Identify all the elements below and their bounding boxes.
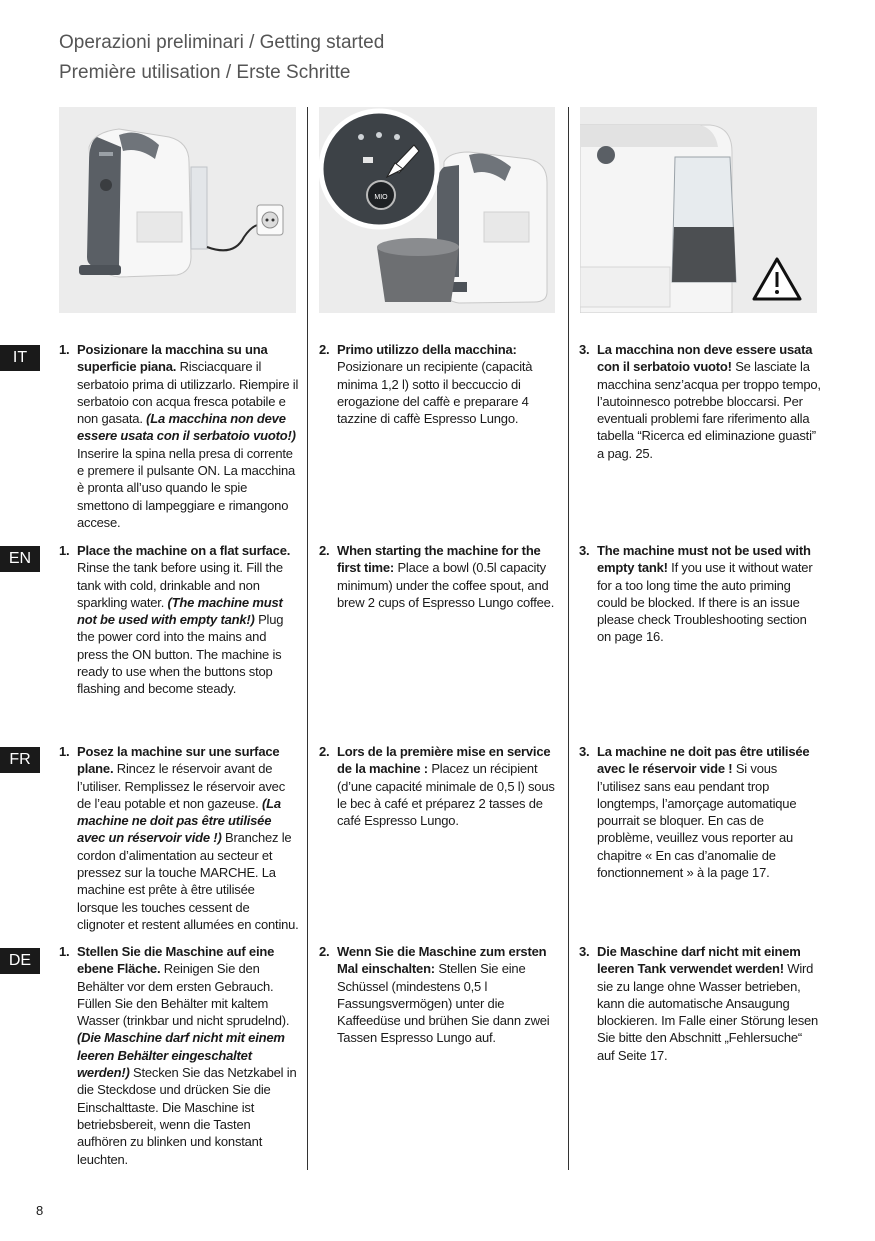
step-en-2: [319, 542, 559, 611]
step-heading: Die Maschine darf nicht mit einem leeren Tank verwendet werden!: [597, 944, 801, 977]
step-warning: (La machine ne doit pas être utilisée avec un réservoir vide !): [77, 795, 281, 846]
step-number: 1.: [59, 543, 70, 558]
step-heading: Lors de la première mise en service de la machine :: [337, 744, 551, 777]
step-it-2: [319, 341, 559, 427]
step-number: 1.: [59, 342, 70, 357]
step-en-1: [59, 542, 299, 698]
step-number: 1.: [59, 744, 70, 759]
step-fr-2: [319, 743, 559, 829]
step-heading: Place the machine on a flat surface.: [77, 543, 291, 558]
step-number: 3.: [579, 944, 590, 959]
step-text: Si vous l’utilisez sans eau pendant trop longtemps, l’amorçage automatique pourrait se bloquer. En cas de problème, veuillez vous reporter au chapitre « En cas d’anomalie de fonctionnement » à la page 17.: [597, 761, 797, 881]
coffee-machine-with-bowl-icon: [319, 107, 555, 313]
step-heading: Wenn Sie die Maschine zum ersten Mal einschalten:: [337, 944, 547, 977]
step-number: 2.: [319, 944, 330, 959]
step-number: 3.: [579, 342, 590, 357]
step-heading: When starting the machine for the first time:: [337, 543, 541, 576]
page-title-line-2: Première utilisation / Erste Schritte: [59, 62, 351, 83]
step-number: 3.: [579, 744, 590, 759]
fig2-badge-text: MIO: [374, 194, 388, 201]
step-en-3: [579, 542, 821, 646]
step-number: 2.: [319, 744, 330, 759]
figure-empty-tank-warning: [580, 107, 817, 313]
step-text: Inserire la spina nella presa di corrente e premere il pulsante ON. La macchina è pronta all’uso quando le spie smettono di lampeggiare e rimangono accese.: [77, 445, 296, 530]
step-de-1: [59, 943, 299, 1168]
step-fr-3: [579, 743, 821, 881]
coffee-machine-with-plug-icon: [59, 107, 296, 313]
step-text: Risciacquare il serbatoio prima di utilizzarlo. Riempire il serbatoio con acqua fresca potabile e non gasata.: [77, 359, 299, 427]
step-text: Stecken Sie das Netzkabel in die Steckdose und drücken Sie die Einschalttaste. Die Maschine ist betriebsbereit, wenn die Tasten aufhören zu blinken und konstant leuchten.: [77, 1065, 297, 1167]
step-de-3: [579, 943, 821, 1064]
step-heading: Posizionare la macchina su una superficie piana.: [77, 342, 268, 375]
step-warning: (La macchina non deve essere usata con il serbatoio vuoto!): [77, 411, 296, 444]
step-number: 2.: [319, 543, 330, 558]
step-heading: Posez la machine sur une surface plane.: [77, 744, 280, 777]
step-it-1: [59, 341, 299, 531]
step-fr-1: [59, 743, 299, 933]
step-text: Stellen Sie eine Schüssel (mindestens 0,5 l Fassungsvermögen) unter die Kaffeedüse und brühen Sie dann zwei Tassen Espresso Lungo auf.: [337, 961, 550, 1046]
page-number: 8: [36, 1203, 44, 1218]
language-tab-en: EN: [0, 546, 40, 572]
step-text: Posizionare un recipiente (capacità minima 1,2 l) sotto il beccuccio di erogazione del caffè e preparare 4 tazzine di caffè Espresso Lungo.: [337, 359, 533, 427]
language-tab-de: DE: [0, 948, 40, 974]
step-text: If you use it without water for a too long time the auto priming could be blocked. If there is an issue please check Troubleshooting section on page 16.: [597, 560, 813, 645]
water-tank-warning-icon: [580, 107, 817, 313]
figure-machine-plug: [59, 107, 296, 313]
figure-first-use-bowl: [319, 107, 555, 313]
step-heading: Primo utilizzo della macchina:: [337, 342, 517, 357]
column-divider-1: [307, 107, 308, 1170]
step-text: Se lasciate la macchina senz’acqua per troppo tempo, l’autoinnesco potrebbe bloccarsi. Per eventuali problemi fare riferimento alla tabella “Ricerca ed eliminazione guasti” a pag. 25.: [597, 359, 821, 461]
step-warning: (The machine must not be used with empty tank!): [77, 594, 283, 628]
step-text: Branchez le cordon d’alimentation au secteur et pressez sur la touche MARCHE. La machine est prête à être utilisée lorsque les touches cessent de clignoter et restent allumées en continu.: [77, 830, 299, 932]
step-heading: La machine ne doit pas être utilisée avec le réservoir vide !: [597, 744, 810, 777]
step-it-3: [579, 341, 821, 462]
step-number: 3.: [579, 543, 590, 558]
step-number: 1.: [59, 944, 70, 959]
step-text: Rinse the tank before using it. Fill the tank with cold, drinkable and non sparkling water.: [77, 560, 283, 610]
step-heading: Stellen Sie die Maschine auf eine ebene Fläche.: [77, 944, 275, 977]
step-de-2: [319, 943, 559, 1047]
step-heading: La macchina non deve essere usata con il serbatoio vuoto!: [597, 342, 813, 375]
step-text: Rincez le réservoir avant de l’utiliser. Remplissez le réservoir avec de l’eau potable et non gazeuse.: [77, 761, 286, 811]
step-number: 2.: [319, 342, 330, 357]
step-text: Reinigen Sie den Behälter vor dem ersten Gebrauch. Füllen Sie den Behälter mit kaltem Wasser (trinkbar und nicht sprudelnd).: [77, 961, 290, 1029]
language-tab-fr: FR: [0, 747, 40, 773]
step-text: Wird sie zu lange ohne Wasser betrieben, kann die automatische Ansaugung blockieren. Im Falle einer Störung lesen Sie bitte den Abschnitt „Fehlersuche“ auf Seite 17.: [597, 961, 819, 1063]
step-heading: The machine must not be used with empty tank!: [597, 543, 811, 576]
step-warning: (Die Maschine darf nicht mit einem leeren Behälter eingeschaltet werden!): [77, 1030, 285, 1081]
step-text: Plug the power cord into the mains and press the ON button. The machine is ready to use when the buttons stop flashing and become steady.: [77, 612, 284, 697]
page-title-line-1: Operazioni preliminari / Getting started: [59, 32, 385, 53]
step-text: Place a bowl (0.5l capacity minimum) under the coffee spout, and brew 2 cups of Espresso Lungo coffee.: [337, 560, 555, 610]
column-divider-2: [568, 107, 569, 1170]
language-tab-it: IT: [0, 345, 40, 371]
step-text: Placez un récipient (d’une capacité minimale de 0,5 l) sous le bec à café et préparez 2 tasses de café Espresso Lungo.: [337, 761, 555, 829]
